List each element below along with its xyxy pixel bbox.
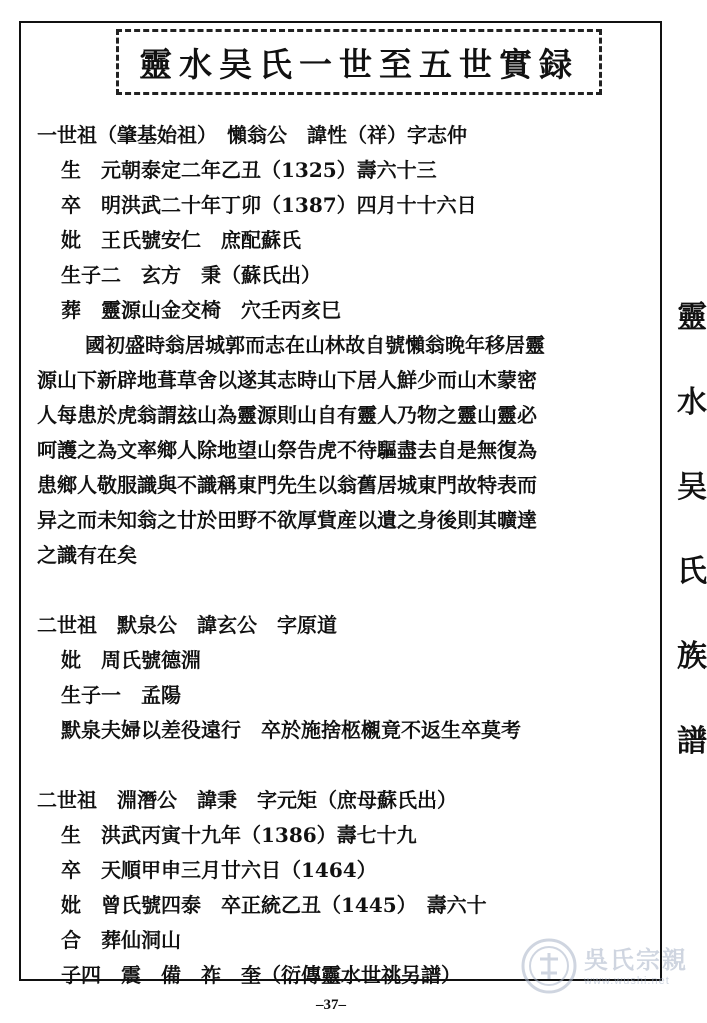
gen2b-children: 子四 震 備 祚 奎（衍傳靈水世祧另譜） (61, 963, 461, 987)
side-title-char: 氏 (677, 554, 707, 590)
spacer (37, 748, 657, 783)
gen1-death: 卒 明洪武二十年丁卯（1387）四月十十六日 (61, 193, 477, 217)
gen2b-spouse: 妣 曾氏號四泰 卒正統乙丑（1445） 壽六十 (61, 893, 487, 917)
side-title-char: 吴 (677, 469, 707, 505)
side-title-char: 族 (677, 639, 707, 675)
gen1-narrative-line: 源山下新辟地葺草舍以遂其志時山下居人鮮少而山木蒙密 (37, 368, 537, 392)
gen1-narrative-line: 患鄉人敬服識與不識稱東門先生以翁舊居城東門故特表而 (37, 473, 537, 497)
record-content (37, 118, 657, 993)
gen1-narrative-line: 人每患於虎翁謂玆山為靈源則山自有靈人乃物之靈山靈必 (37, 403, 537, 427)
watermark-text: 吳氏宗親 (584, 945, 688, 974)
gen1-narrative-line: 异之而未知翁之廿於田野不欲厚貲産以遺之身後則其曠達 (37, 508, 537, 532)
watermark (520, 934, 695, 998)
gen2a-children: 生子一 孟陽 (61, 683, 181, 707)
gen1-spouse: 妣 王氏號安仁 庶配蘇氏 (61, 228, 301, 252)
gen2b-header: 二世祖 淵潛公 諱秉 字元矩（庶母蘇氏出） (37, 788, 457, 812)
gen1-birth: 生 元朝泰定二年乙丑（1325）壽六十三 (61, 158, 437, 182)
gen2b-death: 卒 天順甲申三月廿六日（1464） (61, 858, 377, 882)
gen1-header: 一世祖（肇基始祖） 懶翁公 諱性（祥）字志仲 (37, 123, 467, 147)
gen2b-birth: 生 洪武丙寅十九年（1386）壽七十九 (61, 823, 417, 847)
gen1-children: 生子二 玄方 秉（蘇氏出） (61, 263, 321, 287)
gen1-burial: 葬 靈源山金交椅 穴壬丙亥巳 (61, 298, 341, 322)
gen1-narrative-line: 國初盛時翁居城郭而志在山林故自號懶翁晚年移居靈 (85, 333, 545, 357)
side-title (677, 300, 707, 760)
page-number: –37– (316, 997, 346, 1013)
spacer (37, 573, 657, 608)
side-title-char: 靈 (677, 300, 707, 335)
page-title: 靈水吴氏一世至五世實録 (116, 29, 602, 95)
gen1-narrative-line: 之識有在矣 (37, 543, 137, 567)
side-title-char: 水 (677, 384, 707, 420)
seal-logo-icon (520, 937, 578, 995)
gen2a-note: 默泉夫婦以差役遠行 卒於施捨柩櫬竟不返生卒莫考 (61, 718, 521, 742)
gen2b-burial: 合 葬仙洞山 (61, 928, 181, 952)
watermark-url: www.wushi.net (584, 975, 670, 987)
gen2a-header: 二世祖 默泉公 諱玄公 字原道 (37, 613, 337, 637)
gen1-narrative-line: 呵護之為文率鄉人除地望山祭告虎不待驅盡去自是無復為 (37, 438, 537, 462)
gen2a-spouse: 妣 周氏號德淵 (61, 648, 201, 672)
side-title-char: 譜 (677, 723, 707, 759)
